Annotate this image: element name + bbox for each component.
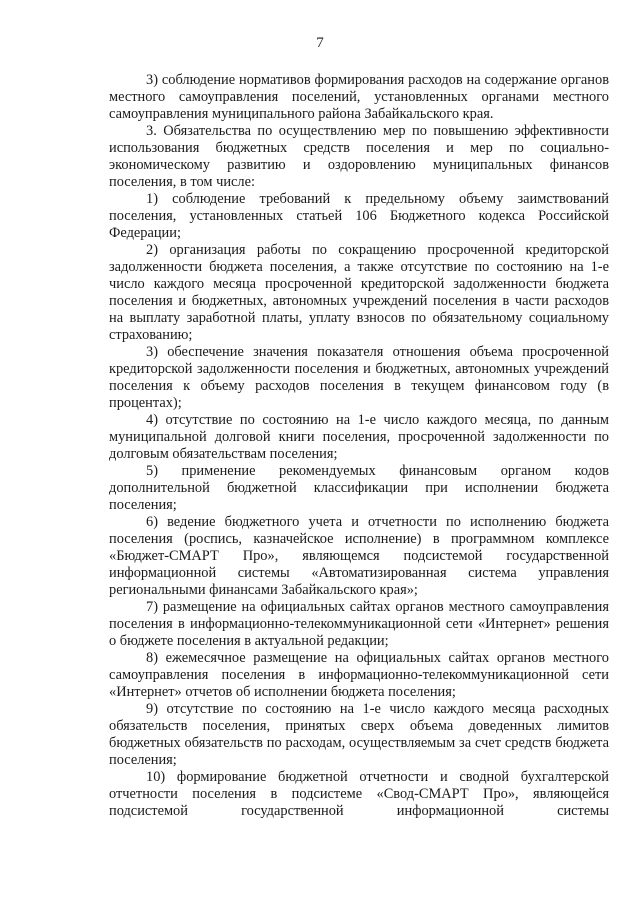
paragraph-item-5: 5) применение рекомендуемых финансовым органом кодов дополнительной бюджетной классификации при исполнении бюджета поселения; [109, 463, 609, 513]
paragraph-norms-compliance: 3) соблюдение нормативов формирования расходов на содержание органов местного самоуправления поселений, установленных органами местного самоуправления муниципального района Забайкальского края. [109, 72, 609, 122]
page-number: 7 [316, 35, 324, 51]
paragraph-item-6: 6) ведение бюджетного учета и отчетности по исполнению бюджета поселения (роспись, казначейское исполнение) в программном комплексе «Бюджет-СМАРТ Про», являющемся подсистемой государственной информационной системы «Автоматизированная система управления региональными финансами Забайкальского края»; [109, 514, 609, 598]
paragraph-item-10: 10) формирование бюджетной отчетности и сводной бухгалтерской отчетности поселения в подсистеме «Свод-СМАРТ Про», являющейся подсистемой государственной информационной системы [109, 769, 609, 819]
paragraph-item-4: 4) отсутствие по состоянию на 1-е число каждого месяца, по данным муниципальной долговой книги поселения, просроченной задолженности по долговым обязательствам поселения; [109, 412, 609, 462]
paragraph-item-3: 3) обеспечение значения показателя отношения объема просроченной кредиторской задолженности поселения и бюджетных, автономных учреждений поселения к объему расходов поселения в текущем финансовом году (в процентах); [109, 344, 609, 411]
paragraph-obligations-heading: 3. Обязательства по осуществлению мер по повышению эффективности использования бюджетных средств поселения и мер по социально-экономическому развитию и оздоровлению муниципальных финансов поселения, в том числе: [109, 123, 609, 190]
paragraph-item-8: 8) ежемесячное размещение на официальных сайтах органов местного самоуправления поселения в информационно-телекоммуникационной сети «Интернет» отчетов об исполнении бюджета поселения; [109, 650, 609, 700]
paragraph-item-1: 1) соблюдение требований к предельному объему заимствований поселения, установленных статьей 106 Бюджетного кодекса Российской Федерации; [109, 191, 609, 241]
document-body [109, 72, 609, 820]
paragraph-item-2: 2) организация работы по сокращению просроченной кредиторской задолженности бюджета поселения, а также отсутствие по состоянию на 1-е число каждого месяца просроченной кредиторской задолженности бюджета поселения и бюджетных, автономных учреждений поселения в части расходов на выплату заработной платы, уплату взносов по обязательному социальному страхованию; [109, 242, 609, 343]
paragraph-item-7: 7) размещение на официальных сайтах органов местного самоуправления поселения в информационно-телекоммуникационной сети «Интернет» решения о бюджете поселения в актуальной редакции; [109, 599, 609, 649]
paragraph-item-9: 9) отсутствие по состоянию на 1-е число каждого месяца расходных обязательств поселения, принятых сверх объема доведенных лимитов бюджетных обязательств по расходам, осуществляемым за счет средств бюджета поселения; [109, 701, 609, 768]
